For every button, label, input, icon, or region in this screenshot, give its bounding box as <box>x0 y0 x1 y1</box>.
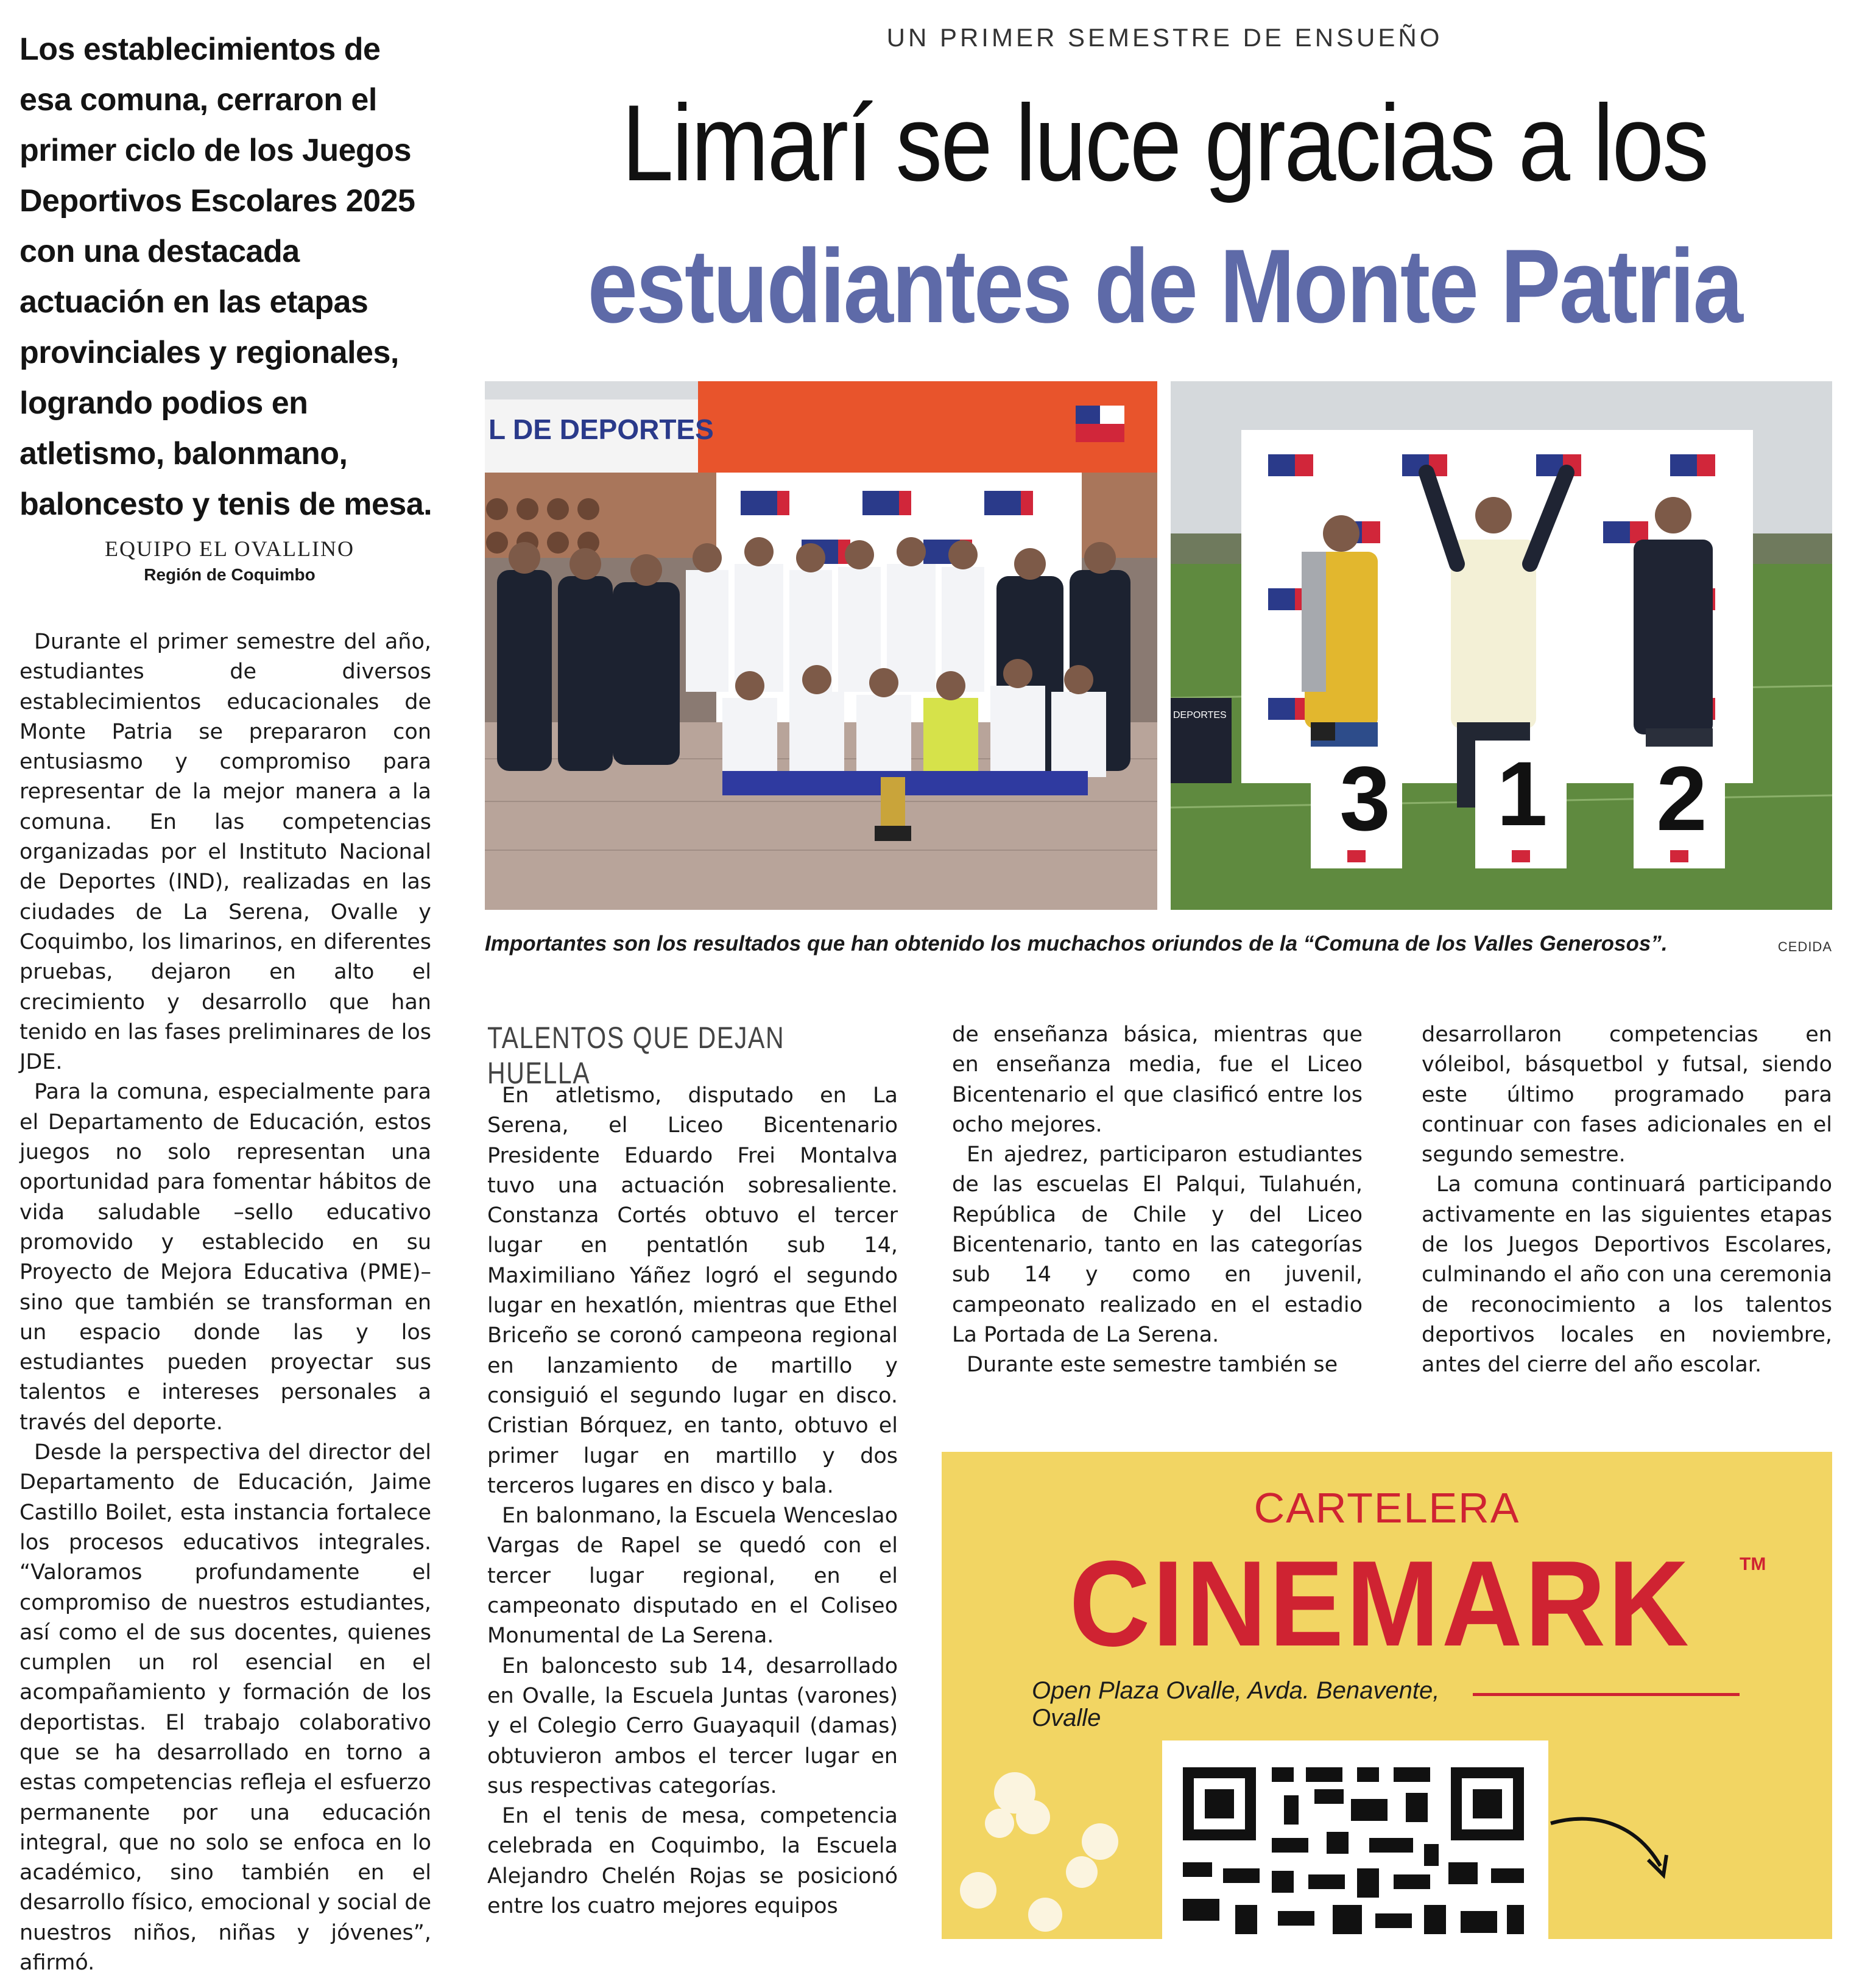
team-group-illustration <box>485 381 1157 910</box>
podium-number-3: 3 <box>1339 747 1391 850</box>
photo-caption: Importantes son los resultados que han obtenido los muchachos oriundos de la “Comuna de los Valles Generosos”. <box>485 932 1668 956</box>
article-column-4 <box>1422 1020 1832 1381</box>
deportes-sign: DEPORTES <box>1173 710 1227 720</box>
cinemark-logo: CINEMARK <box>1069 1536 1691 1672</box>
ad-address: Open Plaza Ovalle, Avda. Benavente, Ovalle <box>1032 1677 1440 1731</box>
paragraph: En atletismo, disputado en La Serena, el Liceo Bicentenario Presidente Eduardo Frei Montalva tuvo una actuación sobresaliente. Constanza Cortés obtuvo el tercer lugar en pentatlón sub 14, Maximiliano Yáñez logró el segundo lugar en hexatlón, mientras que Ethel Briceño se coronó campeona regional en lanzamiento de martillo y consiguió el segundo lugar en disco. Cristian Bórquez, en tanto, obtuvo el primer lugar en martillo y dos terceros lugares en disco y bala. <box>487 1083 898 1498</box>
ad-title: CARTELERA <box>1254 1484 1520 1532</box>
paragraph: Durante este semestre también se <box>967 1353 1338 1378</box>
paragraph: desarrollaron competencias en vóleibol, básquetbol y futsal, siendo este último programado para continuar con fases adicionales en el segundo semestre. <box>1422 1022 1832 1167</box>
headline-line-2: estudiantes de Monte Patria <box>587 228 1742 345</box>
byline-author: EQUIPO EL OVALLINO <box>105 537 354 561</box>
paragraph: Desde la perspectiva del director del Departamento de Educación, Jaime Castillo Boilet, esta instancia fortalece los procesos educativos integrales. “Valoramos profundamente el compromiso de nuestros estudiantes, así como el de sus docentes, quienes cumplen un rol esencial en el acompañamiento y formación de los deportistas. El trabajo colaborativo que se ha desarrollado en torno a estas competencias refleja el esfuerzo permanente por una educación integral, que no solo se enfoca en lo académico, sino también en el desarrollo físico, emocional y social de nuestros niños, niñas y jóvenes”, afirmó. <box>19 1440 431 1976</box>
paragraph: En el tenis de mesa, competencia celebrada en Coquimbo, la Escuela Alejandro Chelén Rojas se posicionó entre los cuatro mejores equipos <box>487 1804 898 1919</box>
qr-code-icon <box>1162 1740 1548 1939</box>
section-subhead: TALENTOS QUE DEJAN HUELLA <box>487 1021 785 1090</box>
paragraph: Durante el primer semestre del año, estudiantes de diversos establecimientos educacionales de Monte Patria se prepararon con entusiasmo y compromiso para representar de la mejor manera a la comuna. En las competencias organizadas por el Instituto Nacional de Deportes (IND), realizadas en las ciudades de La Serena, Ovalle y Coquimbo, los limarinos, en diferentes pruebas, dejaron en alto el crecimiento y desarrollo que han tenido en las fases preliminares de los JDE. <box>19 630 431 1075</box>
paragraph: La comuna continuará participando activamente en las siguientes etapas de los Juegos Deportivos Escolares, culminando el año con una ceremonia de reconocimiento a los talentos deportivos locales en noviembre, antes del cierre del año escolar. <box>1422 1172 1832 1378</box>
paragraph: En balonmano, la Escuela Wenceslao Vargas de Rapel se quedó con el tercer lugar regional, en el campeonato disputado en el Coliseo Monumental de La Serena. <box>487 1504 898 1649</box>
article-column-3 <box>952 1020 1363 1381</box>
team-group-photo <box>485 381 1157 910</box>
gym-banner: L DE DEPORTES <box>488 414 714 445</box>
kicker: UN PRIMER SEMESTRE DE ENSUEÑO <box>886 23 1443 52</box>
ad-divider <box>1473 1693 1740 1696</box>
photo-credit: CEDIDA <box>1777 939 1832 954</box>
lede-summary: Los establecimientos de esa comuna, cerraron el primer ciclo de los Juegos Deportivos Escolares 2025 con una destacada actuación en las etapas provinciales y regionales, logrando podios en atletismo, balonmano, baloncesto y tenis de mesa. <box>19 32 432 522</box>
byline-region: Región de Coquimbo <box>144 565 316 584</box>
paragraph: de enseñanza básica, mientras que en enseñanza media, fue el Liceo Bicentenario el que clasificó entre los ocho mejores. <box>952 1022 1363 1137</box>
podium-number-1: 1 <box>1497 742 1548 845</box>
trademark-mark: TM <box>1740 1554 1766 1574</box>
article-column-2 <box>487 1081 898 1921</box>
qr-code[interactable] <box>1162 1740 1548 1939</box>
headline-line-1: Limarí se luce gracias a los <box>621 82 1708 203</box>
podium-number-2: 2 <box>1656 747 1707 850</box>
paragraph: En baloncesto sub 14, desarrollado en Ovalle, la Escuela Juntas (varones) y el Colegio Cerro Guayaquil (damas) obtuvieron ambos el tercer lugar en sus respectivas categorías. <box>487 1653 898 1798</box>
article-column-1 <box>19 627 431 1978</box>
cinemark-advertisement[interactable] <box>942 1452 1832 1939</box>
podium-photo <box>1171 381 1832 910</box>
byline <box>19 536 440 585</box>
arrow-icon <box>1545 1799 1679 1896</box>
paragraph: Para la comuna, especialmente para el Departamento de Educación, estos juegos no solo representan una oportunidad para fomentar hábitos de vida saludable –sello educativo promovido y establecido en su Proyecto de Mejora Educativa (PME)– sino que también se transforman en un espacio donde las y los estudiantes pueden proyectar sus talentos e intereses personales a través del deporte. <box>19 1080 431 1435</box>
paragraph: En ajedrez, participaron estudiantes de las escuelas El Palqui, Tulahuén, República de Chile y del Liceo Bicentenario, tanto en las categorías sub 14 y como en juvenil, campeonato realizado en el estadio La Portada de La Serena. <box>952 1142 1363 1347</box>
